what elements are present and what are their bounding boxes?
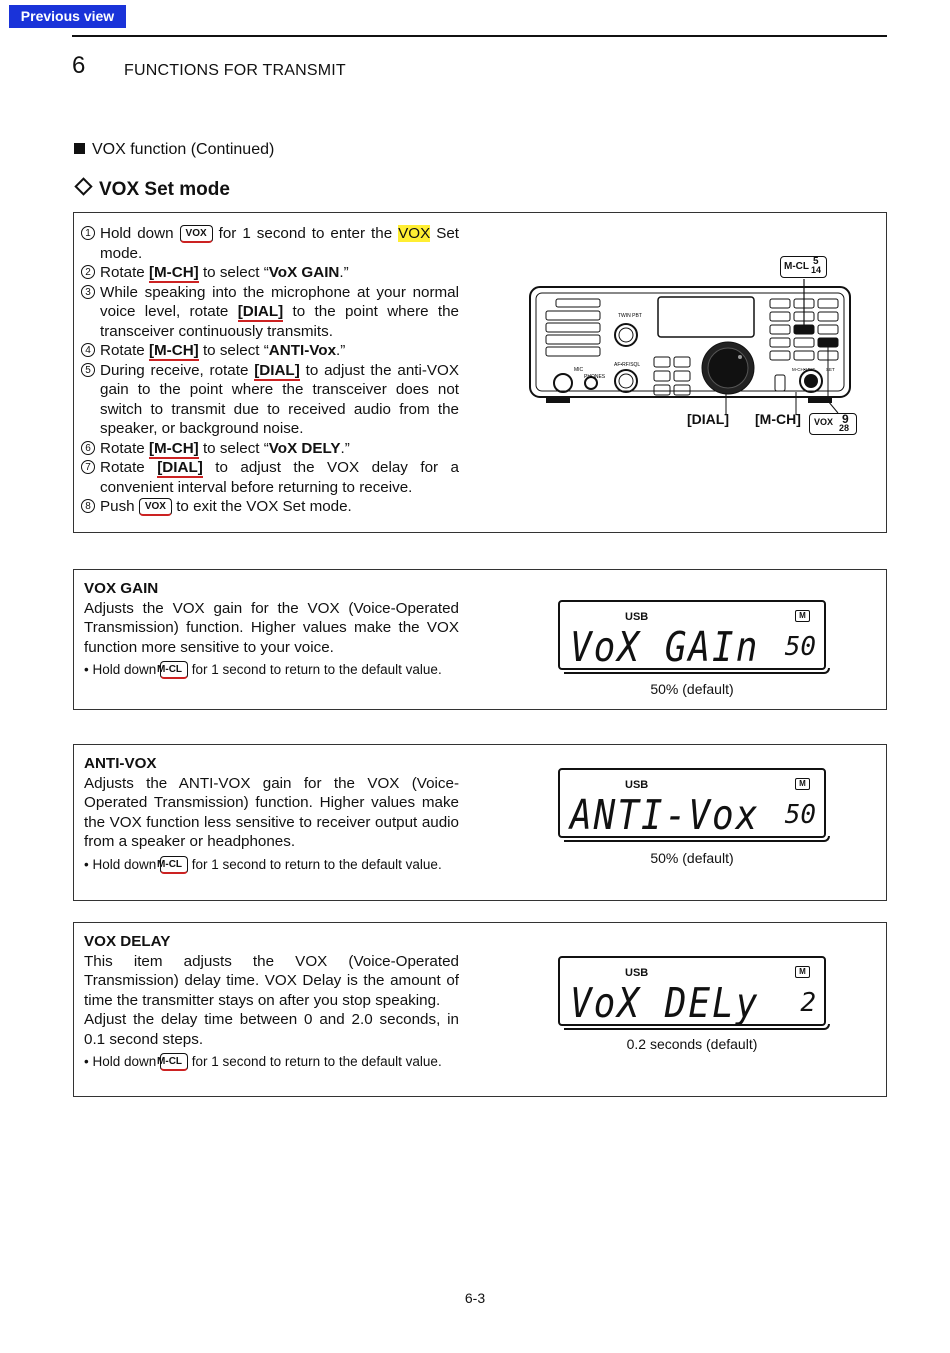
- step-1: [81, 224, 459, 263]
- mic-label: MIC: [574, 367, 584, 373]
- chapter-number: 6: [72, 52, 86, 79]
- vox-delay-body-2: Adjust the delay time between 0 and 2.0 seconds, in 0.1 second steps.: [84, 1011, 459, 1048]
- step-6: [81, 439, 459, 459]
- lcd-value: 50: [784, 632, 816, 662]
- bullet-text: • Hold down: [84, 662, 161, 677]
- subsection-heading-text: VOX Set mode: [99, 179, 230, 200]
- mch-key: [M-CH]: [148, 264, 199, 281]
- step-text: to adjust the VOX delay for a convenient interval before returning to receive.: [100, 459, 459, 496]
- vox-delay-caption: 0.2 seconds (default): [626, 1036, 758, 1052]
- subsection-heading: [74, 179, 230, 201]
- vox-key-number-1: 9: [842, 412, 849, 426]
- memory-icon: M: [795, 610, 810, 622]
- step-text: Rotate: [100, 342, 149, 359]
- anti-vox-body: Adjusts the ANTI-VOX gain for the VOX (Voice-Operated Transmission) function. Higher values make the VOX function less sensitive to receiver output audio from a speaker or headphones.: [84, 774, 459, 850]
- step-3: [81, 283, 459, 342]
- mcl-key-number-1: 5: [813, 256, 819, 267]
- lcd-value: 2: [800, 988, 816, 1018]
- vox-key: VOX: [139, 498, 172, 516]
- vox-key-number-2: 28: [839, 423, 850, 433]
- item-name: VoX DELY: [268, 439, 341, 457]
- anti-vox-title: ANTI-VOX: [84, 755, 157, 772]
- item-name: ANTI-Vox: [268, 342, 337, 359]
- chapter-title: FUNCTIONS FOR TRANSMIT: [124, 62, 346, 79]
- previous-view-button[interactable]: Previous view: [9, 5, 126, 28]
- dial-key: [DIAL]: [254, 361, 300, 379]
- anti-vox-box: [73, 744, 887, 901]
- top-rule: [72, 35, 887, 37]
- vox-gain-bullet: [84, 661, 459, 679]
- mcl-key: M-CL: [160, 856, 188, 874]
- step-text: During receive, rotate: [100, 361, 255, 379]
- lcd-segment-text: VoX GAIn: [570, 624, 760, 672]
- vox-key: VOX: [180, 225, 213, 243]
- step-number: 3: [81, 285, 95, 299]
- step-number: 5: [81, 363, 95, 377]
- memory-icon: M: [795, 778, 810, 790]
- step-text: Hold down: [100, 225, 180, 242]
- step-number: 1: [81, 226, 95, 240]
- set-label: SET: [826, 367, 835, 372]
- mcl-key: M-CL: [160, 661, 188, 679]
- vox-gain-body: Adjusts the VOX gain for the VOX (Voice-Operated Transmission) function. Higher values make the VOX function more sensitive to your voice.: [84, 599, 459, 656]
- item-name: VoX GAIN: [268, 264, 340, 281]
- bullet-text: • Hold down: [84, 856, 161, 872]
- step-text: to select “: [198, 439, 269, 457]
- mch-mnf-label: M-CH•MNF: [792, 367, 816, 372]
- section-heading: [74, 141, 274, 159]
- step-7: [81, 458, 459, 497]
- step-text: .”: [340, 439, 350, 457]
- vox-set-mode-box: [73, 212, 887, 533]
- dial-key: [DIAL]: [237, 303, 284, 320]
- bullet-text: for 1 second to return to the default value.: [188, 662, 442, 677]
- mcl-key-label: M-CL: [784, 261, 809, 272]
- dial-label: [DIAL]: [687, 411, 729, 427]
- vox-key-callout: [809, 413, 857, 435]
- step-text: Rotate: [100, 459, 158, 476]
- highlight-text: VOX: [398, 225, 431, 242]
- step-number: 8: [81, 499, 95, 513]
- vox-delay-title: VOX DELAY: [84, 933, 171, 950]
- step-number: 4: [81, 343, 95, 357]
- step-4: [81, 341, 459, 361]
- step-text: Push: [100, 498, 139, 515]
- dial-key: [DIAL]: [157, 459, 203, 476]
- step-text: Set mode.: [100, 225, 460, 262]
- phones-label: PHONES: [584, 374, 606, 380]
- bullet-text: for 1 second to return to the default value.: [188, 856, 442, 872]
- anti-vox-caption: 50% (default): [650, 850, 734, 866]
- step-text: to the point where the transceiver continuously transmits.: [100, 303, 459, 340]
- section-heading-text: VOX function (Continued): [92, 141, 275, 158]
- lcd-mode: USB: [625, 967, 649, 979]
- step-5: [81, 361, 459, 439]
- step-8: [81, 497, 459, 517]
- step-text: to exit the VOX Set mode.: [171, 498, 352, 515]
- anti-vox-description: [84, 754, 459, 874]
- vox-delay-box: [73, 922, 887, 1097]
- page-number: 6-3: [464, 1290, 486, 1306]
- step-text: .”: [336, 342, 346, 359]
- step-number: 2: [81, 265, 95, 279]
- lcd-segment-text: ANTI-Vox: [570, 792, 760, 840]
- bullet-text: for 1 second to return to the default value.: [188, 1054, 442, 1069]
- step-number: 6: [81, 441, 95, 455]
- step-text: Rotate: [100, 264, 149, 281]
- step-text: to select “: [198, 264, 269, 281]
- step-text: .”: [339, 264, 349, 281]
- lcd-mode: USB: [625, 611, 649, 623]
- mcl-key-number-2: 14: [811, 265, 822, 275]
- step-text: Rotate: [100, 439, 149, 457]
- step-2: [81, 263, 459, 283]
- mcl-key: M-CL: [160, 1053, 188, 1071]
- vox-key-label: VOX: [814, 417, 834, 427]
- diamond-icon: [74, 177, 92, 195]
- step-text: to adjust the anti-VOX gain to the point where the transceiver does not switch to transmit due to received audio from the speaker, or background noise.: [100, 361, 459, 437]
- lcd-segment-text: VoX DELy: [570, 980, 760, 1028]
- vox-delay-description: [84, 932, 459, 1071]
- af-rf-label: AF•RF/SQL: [614, 362, 641, 368]
- mch-label: [M-CH]: [755, 411, 801, 427]
- step-text: for 1 second to enter the: [212, 225, 399, 242]
- vox-delay-bullet: [84, 1053, 459, 1071]
- square-bullet-icon: [74, 143, 85, 154]
- vox-gain-description: [84, 579, 459, 679]
- steps-list: [81, 224, 459, 517]
- vox-gain-box: [73, 569, 887, 710]
- mcl-key-callout: [780, 256, 827, 278]
- step-text: to select “: [198, 342, 269, 359]
- mch-key: [M-CH]: [148, 439, 199, 457]
- step-text: While speaking into the microphone at your normal voice level, rotate: [100, 283, 459, 320]
- vox-delay-body: This item adjusts the VOX (Voice-Operated Transmission) delay time. VOX Delay is the amount of time the transmitter stays on after you stop speaking.: [84, 952, 459, 1009]
- anti-vox-bullet: [84, 856, 459, 874]
- memory-icon: M: [795, 966, 810, 978]
- vox-delay-lcd: [558, 956, 826, 1026]
- vox-gain-lcd: [558, 600, 826, 670]
- vox-gain-title: VOX GAIN: [84, 580, 159, 597]
- vox-gain-caption: 50% (default): [650, 681, 734, 697]
- anti-vox-lcd: [558, 768, 826, 838]
- mch-key: [M-CH]: [148, 342, 199, 359]
- lcd-mode: USB: [625, 779, 649, 791]
- step-number: 7: [81, 460, 95, 474]
- bullet-text: • Hold down: [84, 1054, 161, 1069]
- lcd-value: 50: [784, 800, 816, 830]
- twin-pbt-label: TWIN PBT: [618, 313, 642, 319]
